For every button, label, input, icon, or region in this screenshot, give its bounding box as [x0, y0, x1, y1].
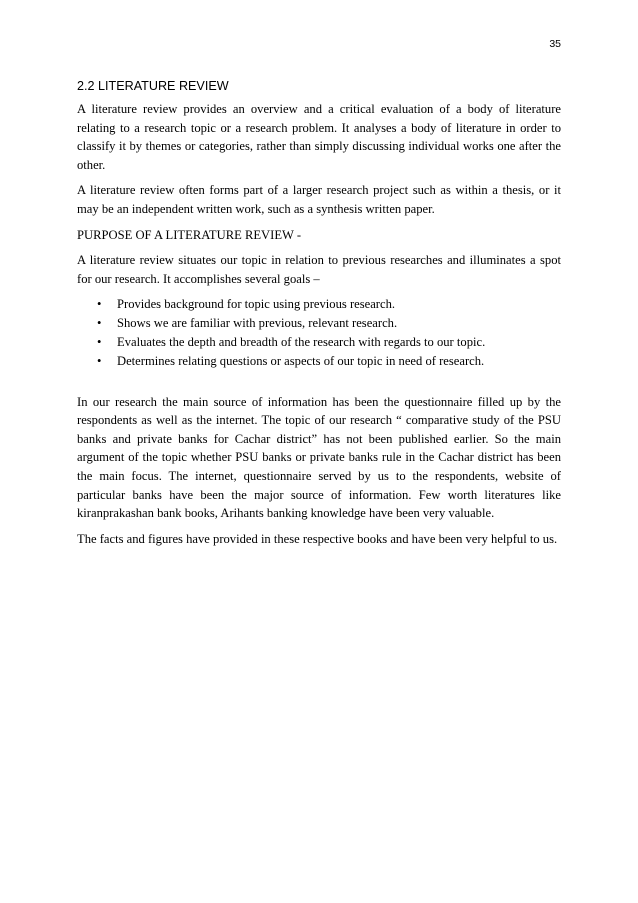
paragraph-closing: The facts and figures have provided in these respective books and have been very helpful to us.	[77, 531, 558, 546]
spacer	[77, 371, 561, 393]
page-content	[77, 78, 561, 555]
goals-list	[77, 295, 561, 370]
paragraph-context: A literature review often forms part of a larger research project such as within a thesis, or it may be an independent written work, such as a synthesis written paper.	[77, 183, 561, 216]
paragraph-definition: A literature review provides an overview and a critical evaluation of a body of literature relating to a research topic or a research problem. It analyses a body of literature in order to classify it by themes or categories, rather than simply discussing individual works one after the other.	[77, 102, 561, 172]
paragraph-purpose: A literature review situates our topic in relation to previous researches and illuminates a spot for our research. It accomplishes several goals –	[77, 253, 561, 286]
page-number: 35	[549, 38, 561, 50]
paragraph-research-sources: In our research the main source of information has been the questionnaire filled up by the respondents as well as the internet. The topic of our research “ comparative study of the PSU banks and private banks for Cachar district” has not been published earlier. So the main argument of the topic whether PSU banks or private banks rule in the Cachar district has been the main focus. The internet, questionnaire served by us to the respondents, website of particular banks have been the major source of information. Few worth literatures like kiranprakashan bank books, Arihants banking knowledge have been very valuable.	[77, 394, 561, 521]
list-item	[97, 295, 561, 314]
bullet-icon: •	[97, 297, 102, 312]
purpose-heading: PURPOSE OF A LITERATURE REVIEW -	[77, 227, 302, 242]
list-item-text: Determines relating questions or aspects of our topic in need of research.	[117, 353, 485, 368]
bullet-icon: •	[97, 334, 102, 349]
list-item-text: Shows we are familiar with previous, relevant research.	[117, 316, 398, 331]
section-heading: 2.2 LITERATURE REVIEW	[77, 79, 229, 93]
list-item	[97, 333, 561, 352]
bullet-icon: •	[97, 353, 102, 368]
list-item-text: Provides background for topic using previous research.	[117, 297, 396, 312]
list-item	[97, 352, 561, 371]
list-item	[97, 314, 561, 333]
list-item-text: Evaluates the depth and breadth of the research with regards to our topic.	[117, 334, 486, 349]
bullet-icon: •	[97, 316, 102, 331]
